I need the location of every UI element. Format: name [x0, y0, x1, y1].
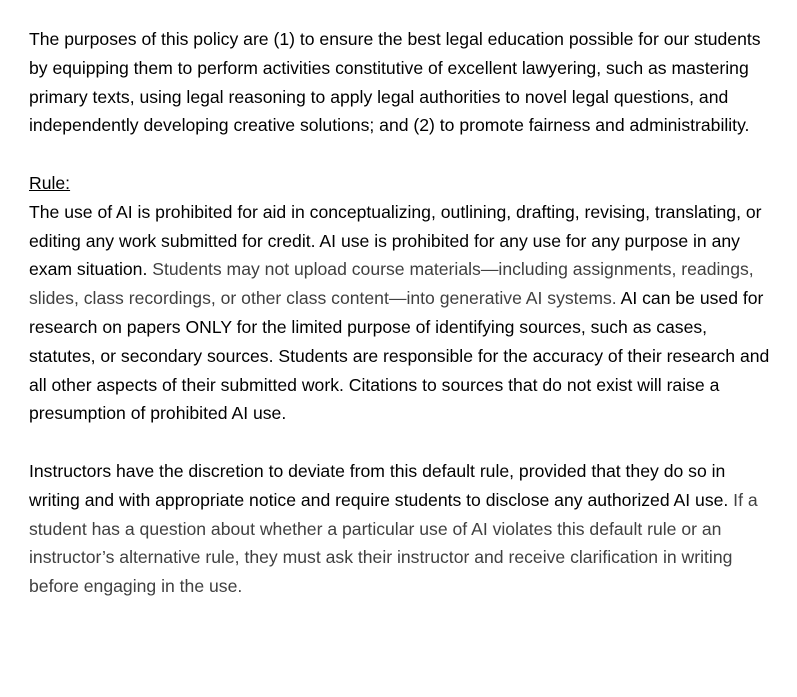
paragraph-spacer: [29, 140, 777, 169]
instructor-paragraph: [29, 457, 777, 601]
purpose-paragraph: The purposes of this policy are (1) to ensure the best legal education possible for our students by equipping them to perform activities constitutive of excellent lawyering, such as mastering primary texts, using legal reasoning to apply legal authorities to novel legal questions, and independently developing creative solutions; and (2) to promote fairness and administrability.: [29, 29, 761, 136]
instructor-text-discretion: Instructors have the discretion to deviate from this default rule, provided that they do so in writing and with appropriate notice and require students to disclose any authorized AI use.: [29, 460, 729, 510]
rule-text-prohibitions: The use of AI is prohibited for aid in conceptualizing, outlining, drafting, revising, translating, or editing any work submitted for credit. AI use is prohibited for any use for any purpose in any exam situation.: [29, 201, 762, 280]
rule-text-research-exception: AI can be used for research on papers ONLY for the limited purpose of identifying sources, such as cases, statutes, or secondary sources. Students are responsible for the accuracy of their research and all other aspects of their submitted work. Citations to sources that do not exist will raise a presumption of prohibited AI use.: [29, 288, 770, 424]
instructor-text-questions: If a student has a question about whether a particular use of AI violates this default rule or an instructor’s alternative rule, they must ask their instructor and receive clarification in writing before engaging in the use.: [29, 489, 758, 597]
paragraph-spacer: [29, 428, 777, 457]
rule-text-upload-restriction: Students may not upload course materials—including assignments, readings, slides, class recordings, or other class content—into generative AI systems.: [29, 259, 754, 309]
rule-paragraph: [29, 198, 777, 428]
rule-heading: Rule:: [29, 172, 71, 193]
